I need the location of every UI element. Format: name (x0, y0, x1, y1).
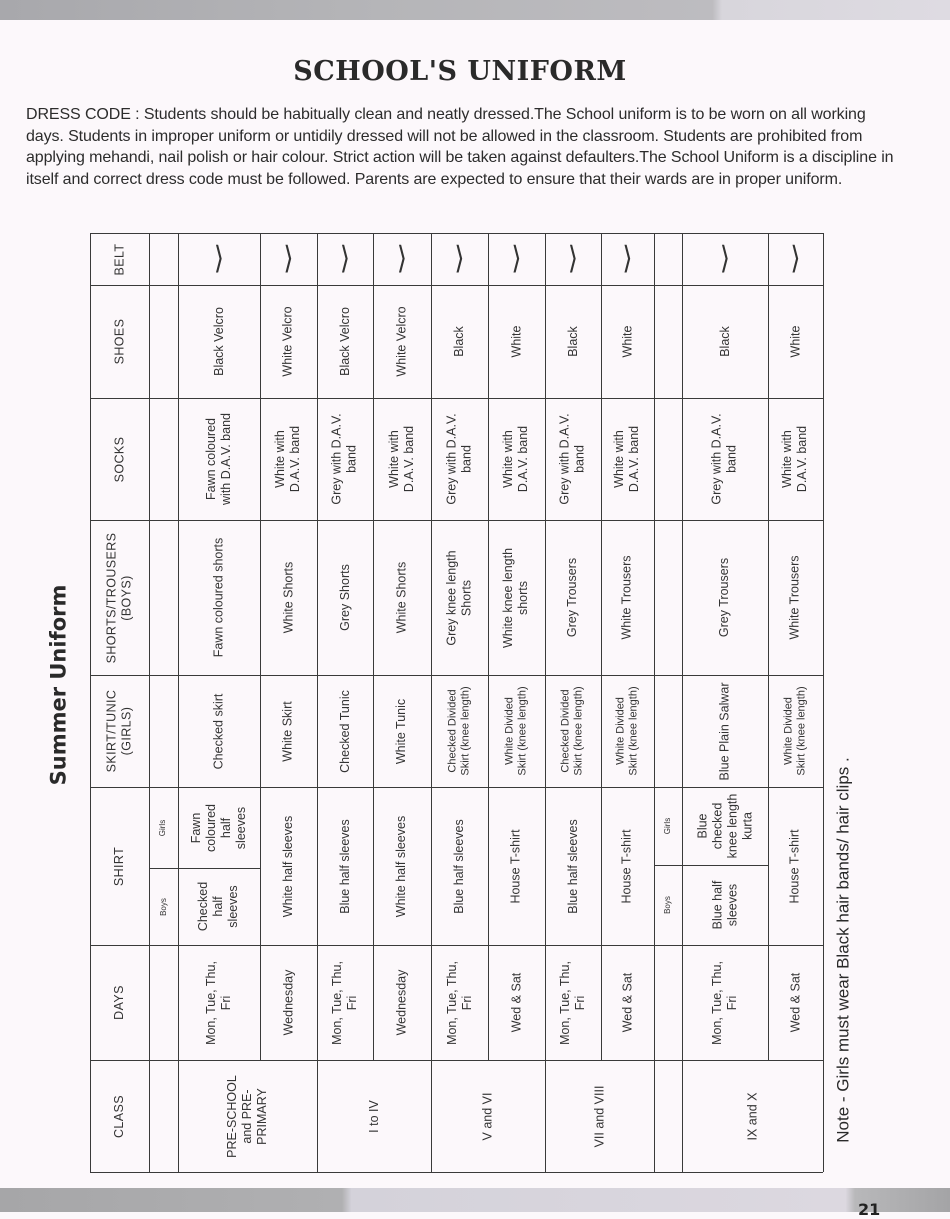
text-line: Fawn coloured (204, 418, 218, 500)
shorts-cell-text: White Shorts (394, 561, 409, 634)
text-line: White Divided (503, 697, 516, 765)
socks-cell-text (558, 413, 588, 504)
socks-cell (545, 398, 601, 520)
shirt-girls-cell (682, 787, 768, 865)
header-days (90, 945, 149, 1060)
shirt-cell (601, 787, 654, 945)
skirt-cell (431, 675, 488, 787)
shoes-cell (601, 285, 654, 398)
text-line: White Divided (782, 697, 795, 765)
checkmark-icon: ⟩ (454, 241, 465, 277)
sublabel-girls-text: Girls (158, 819, 168, 836)
shorts-cell-text: White Shorts (281, 561, 295, 634)
days-cell (178, 945, 260, 1060)
header-belt (90, 233, 149, 285)
text-line: White with (780, 430, 795, 488)
days-cell (373, 945, 431, 1060)
shirt-cell-text: House T-shirt (620, 828, 635, 904)
class-cell (317, 1060, 431, 1172)
belt-cell (178, 233, 260, 285)
text-line: Fawn (188, 812, 203, 843)
shoes-cell-text: White (787, 325, 802, 358)
header-shorts-trousers-text (105, 532, 135, 663)
sublabel-girls (149, 787, 178, 868)
days-cell (682, 945, 768, 1060)
socks-cell (373, 398, 431, 520)
checkmark-icon: ⟩ (283, 241, 294, 277)
text-line: PRIMARY (255, 1087, 269, 1145)
text-line: Shorts (459, 579, 474, 616)
socks-cell (431, 398, 488, 520)
socks-cell-text (445, 413, 475, 504)
header-shoes-text: SHOES (111, 318, 126, 365)
socks-cell (317, 398, 373, 520)
class-cell (682, 1060, 823, 1172)
shirt-girls-cell-text (189, 804, 249, 852)
skirt-cell-text: Checked skirt (211, 693, 226, 769)
shorts-cell-text: White Trousers (788, 555, 802, 640)
text-line: D.A.V. band (288, 425, 303, 493)
text-line: White with (273, 430, 288, 488)
text-line: (BOYS) (119, 574, 134, 621)
text-line: White with (501, 430, 516, 488)
text-line: and PRE- (240, 1088, 254, 1144)
text-line: White with (612, 430, 627, 488)
skirt-cell (373, 675, 431, 787)
belt-cell (431, 233, 488, 285)
days-cell-text (445, 961, 475, 1045)
text-line: Mon, Tue, Thu, (204, 960, 219, 1045)
text-line: half (211, 896, 226, 917)
skirt-cell-text (783, 686, 809, 775)
text-line: shorts (516, 580, 531, 615)
text-line: band (345, 445, 359, 473)
socks-cell-text (781, 426, 811, 492)
shoes-cell (178, 285, 260, 398)
belt-cell (260, 233, 317, 285)
shorts-cell (317, 520, 373, 675)
text-line: with D.A.V. band (219, 413, 233, 505)
shoes-cell-text: White Velcro (394, 306, 409, 377)
shorts-cell-text: White Trousers (620, 555, 634, 640)
row-separator (149, 233, 150, 1172)
shoes-cell-text: White (508, 325, 523, 358)
shorts-cell (178, 520, 260, 675)
row-separator (682, 233, 683, 1172)
group-separator (823, 233, 824, 1172)
sublabel-girls (654, 787, 682, 865)
days-cell (545, 945, 601, 1060)
skirt-cell (682, 675, 768, 787)
skirt-cell-text: Blue Plain Salwar (717, 682, 732, 780)
page-number: 21 (858, 1200, 881, 1219)
skirt-cell (545, 675, 601, 787)
days-cell-text (204, 961, 234, 1045)
text-line: Fri (459, 995, 474, 1010)
checkmark-icon: ⟩ (790, 241, 801, 277)
text-line: Blue (694, 813, 709, 839)
text-line: (GIRLS) (119, 706, 134, 756)
shirt-cell (317, 787, 373, 945)
socks-cell (260, 398, 317, 520)
class-cell-text: V and VI (480, 1092, 495, 1140)
shoes-cell-text: White (619, 325, 634, 358)
text-line: D.A.V. band (795, 425, 810, 493)
text-line: Fri (724, 995, 739, 1010)
header-shorts-trousers (90, 520, 149, 675)
text-line: Skirt (knee length) (795, 686, 808, 776)
socks-cell-text (387, 426, 417, 492)
text-line: Grey with D.A.V. (710, 413, 724, 505)
text-line: Mon, Tue, Thu, (330, 960, 345, 1045)
shorts-cell (373, 520, 431, 675)
header-days-text: DAYS (112, 985, 126, 1020)
skirt-cell-text (615, 686, 641, 775)
text-line: White Divided (614, 697, 627, 765)
days-cell-text: Wed & Sat (620, 972, 634, 1033)
shorts-cell (682, 520, 768, 675)
shorts-cell (488, 520, 545, 675)
header-shirt (90, 787, 149, 945)
text-line: Grey knee length (444, 549, 459, 646)
text-line: Grey with D.A.V. (558, 413, 572, 505)
days-cell (488, 945, 545, 1060)
shorts-cell-text: Fawn coloured shorts (211, 537, 226, 658)
text-line: White with (387, 430, 402, 488)
sublabel-boys (654, 865, 682, 945)
shirt-cell (545, 787, 601, 945)
days-cell-text (330, 961, 360, 1045)
shorts-cell-text: Grey Trousers (717, 557, 732, 638)
socks-cell (682, 398, 768, 520)
skirt-cell-text: White Tunic (394, 698, 409, 764)
class-cell-text: I to IV (366, 1099, 381, 1133)
shorts-cell (545, 520, 601, 675)
days-cell-text (710, 961, 740, 1045)
header-belt-text: BELT (112, 243, 126, 275)
dress-code-paragraph: DRESS CODE : Students should be habitually clean and neatly dressed.The School uniform is to be worn on all working days. Students in improper uniform or untidily dressed will not be allowed in the classroom. Students are prohibited from applying mehandi, nail polish or hair colour. Strict action will be taken against defaulters.The School Uniform is a discipline in itself and correct dress code must be followed. Parents are expected to ensure that their wards are in proper uniform. (26, 106, 894, 188)
shorts-cell-text (502, 547, 532, 647)
text-line: PRE-SCHOOL (225, 1074, 239, 1158)
header-socks-text: SOCKS (111, 436, 126, 482)
days-cell (260, 945, 317, 1060)
checkmark-icon: ⟩ (567, 241, 579, 277)
socks-cell (178, 398, 260, 520)
socks-cell (768, 398, 823, 520)
days-cell-text (558, 961, 588, 1045)
shirt-cell (260, 787, 317, 945)
text-line: Grey with D.A.V. (444, 413, 459, 505)
belt-cell (488, 233, 545, 285)
text-line: Blue half (710, 880, 724, 930)
text-line: band (725, 445, 739, 473)
text-line: Checked Divided (446, 689, 459, 773)
shirt-cell-text: White half sleeves (281, 815, 295, 917)
skirt-cell-text (447, 686, 473, 775)
belt-cell (373, 233, 431, 285)
text-line: half (218, 817, 233, 838)
checkmark-icon: ⟩ (511, 241, 522, 277)
text-line: Skirt (knee length) (627, 686, 640, 776)
belt-cell (682, 233, 768, 285)
shirt-cell-text: Blue half sleeves (337, 818, 352, 914)
header-shirt-text: SHIRT (112, 846, 126, 886)
text-line: Fri (219, 995, 234, 1010)
days-cell-text: Wednesday (281, 969, 296, 1036)
note-text: Note - Girls must wear Black hair bands/ hair clips . (834, 757, 853, 1143)
text-line: sleeves (725, 883, 739, 927)
shirt-cell-text: Blue half sleeves (565, 818, 580, 914)
shoes-cell-text: Black Velcro (211, 307, 226, 376)
shoes-cell (431, 285, 488, 398)
text-line: knee length (724, 793, 739, 859)
belt-cell (601, 233, 654, 285)
class-cell (545, 1060, 654, 1172)
skirt-cell (601, 675, 654, 787)
shoes-cell-text: Black (451, 326, 466, 357)
text-line: band (459, 445, 474, 473)
shirt-girls-cell (178, 787, 260, 868)
shirt-girls-cell-text (695, 794, 755, 859)
shirt-boys-cell-text (710, 881, 740, 930)
shirt-cell-text: White half sleeves (394, 815, 409, 917)
socks-cell (488, 398, 545, 520)
shoes-cell-text: White Velcro (281, 306, 296, 377)
shorts-cell (768, 520, 823, 675)
skirt-cell (260, 675, 317, 787)
socks-cell-text (204, 413, 234, 505)
days-cell (431, 945, 488, 1060)
sublabel-boys-text: Boys (158, 897, 168, 916)
class-cell-text: VII and VIII (592, 1085, 606, 1147)
class-cell (178, 1060, 317, 1172)
sublabel-boys (149, 868, 178, 945)
row-separator (654, 233, 655, 1172)
socks-cell-text (502, 426, 532, 492)
sublabel-boys-text: Boys (662, 896, 672, 914)
text-line: Fri (345, 995, 360, 1010)
shirt-cell-text: House T-shirt (788, 828, 803, 904)
checkmark-icon: ⟩ (396, 241, 408, 277)
skirt-cell-text: Checked Tunic (337, 689, 352, 773)
shorts-cell (431, 520, 488, 675)
checkmark-icon: ⟩ (622, 241, 633, 277)
text-line: Mon, Tue, Thu, (558, 960, 573, 1045)
table-border-bottom (90, 1172, 823, 1173)
socks-cell-text (710, 413, 740, 504)
socks-cell-text (613, 426, 643, 492)
header-class-text: CLASS (112, 1094, 126, 1138)
shoes-cell (317, 285, 373, 398)
header-shoes (90, 285, 149, 398)
text-line: Skirt (knee length) (573, 686, 586, 776)
checkmark-icon: ⟩ (719, 241, 731, 277)
socks-cell-text (274, 426, 304, 492)
shirt-cell-text: House T-shirt (509, 828, 524, 904)
socks-cell (601, 398, 654, 520)
skirt-cell (488, 675, 545, 787)
belt-cell (545, 233, 601, 285)
shoes-cell-text: Black (565, 326, 580, 357)
text-line: Grey with D.A.V. (330, 413, 344, 505)
text-line: Checked Divided (560, 689, 573, 773)
text-line: sleeves (226, 885, 241, 928)
shirt-cell-text: Blue half sleeves (452, 818, 467, 914)
text-line: kurta (739, 812, 754, 840)
days-cell-text: Wed & Sat (788, 972, 802, 1033)
skirt-cell (178, 675, 260, 787)
sublabel-girls-text: Girls (662, 817, 672, 835)
shirt-boys-cell (178, 868, 260, 945)
shirt-cell (488, 787, 545, 945)
shorts-cell-text: Grey Shorts (337, 564, 352, 631)
skirt-cell (768, 675, 823, 787)
checkmark-icon: ⟩ (213, 241, 225, 277)
shirt-cell (768, 787, 823, 945)
text-line: SKIRT/TUNIC (104, 689, 119, 773)
days-cell-text: Wednesday (394, 969, 409, 1036)
text-line: D.A.V. band (627, 425, 642, 493)
class-cell-text: IX and X (744, 1092, 759, 1140)
text-line: coloured (203, 803, 218, 852)
socks-cell-text (330, 413, 360, 504)
shoes-cell (545, 285, 601, 398)
header-skirt-tunic (90, 675, 149, 787)
skirt-cell-text (504, 686, 530, 775)
text-line: Mon, Tue, Thu, (709, 960, 724, 1045)
shirt-cell (431, 787, 488, 945)
section-title-text: Summer Uniform (46, 584, 71, 786)
text-line: Checked (196, 881, 211, 932)
shirt-boys-cell (682, 865, 768, 945)
skirt-cell-text (560, 686, 586, 775)
shoes-cell-text: Black Velcro (337, 307, 352, 376)
skirt-cell-text: White Skirt (281, 700, 295, 762)
shoes-cell (488, 285, 545, 398)
days-cell (768, 945, 823, 1060)
shoes-cell (373, 285, 431, 398)
shirt-cell (373, 787, 431, 945)
text-line: band (573, 445, 587, 473)
shoes-cell-text: Black (717, 326, 732, 357)
shoes-cell (260, 285, 317, 398)
text-line: Skirt (knee length) (459, 686, 472, 776)
text-line: Skirt (knee length) (516, 686, 529, 776)
belt-cell (768, 233, 823, 285)
header-class (90, 1060, 149, 1172)
text-line: White knee length (501, 547, 516, 648)
text-line: D.A.V. band (402, 425, 417, 493)
days-cell-text: Wed & Sat (509, 972, 523, 1033)
class-cell (431, 1060, 545, 1172)
skirt-cell (317, 675, 373, 787)
checkmark-icon: ⟩ (339, 241, 351, 277)
belt-cell (317, 233, 373, 285)
shoes-cell (682, 285, 768, 398)
text-line: checked (709, 802, 724, 850)
text-line: sleeves (233, 806, 248, 849)
days-cell (317, 945, 373, 1060)
text-line: SHORTS/TROUSERS (104, 532, 119, 663)
class-cell-text (225, 1075, 270, 1158)
text-line: D.A.V. band (516, 425, 531, 493)
days-cell (601, 945, 654, 1060)
shirt-boys-cell-text (197, 882, 242, 931)
text-line: Mon, Tue, Thu, (444, 960, 459, 1045)
page-title: SCHOOL'S UNIFORM (293, 56, 627, 87)
shorts-cell-text (445, 550, 475, 645)
text-line: Fri (573, 995, 588, 1010)
header-socks (90, 398, 149, 520)
shorts-cell (601, 520, 654, 675)
header-skirt-tunic-text (105, 690, 135, 773)
shorts-cell (260, 520, 317, 675)
shorts-cell-text: Grey Trousers (565, 557, 580, 638)
shoes-cell (768, 285, 823, 398)
